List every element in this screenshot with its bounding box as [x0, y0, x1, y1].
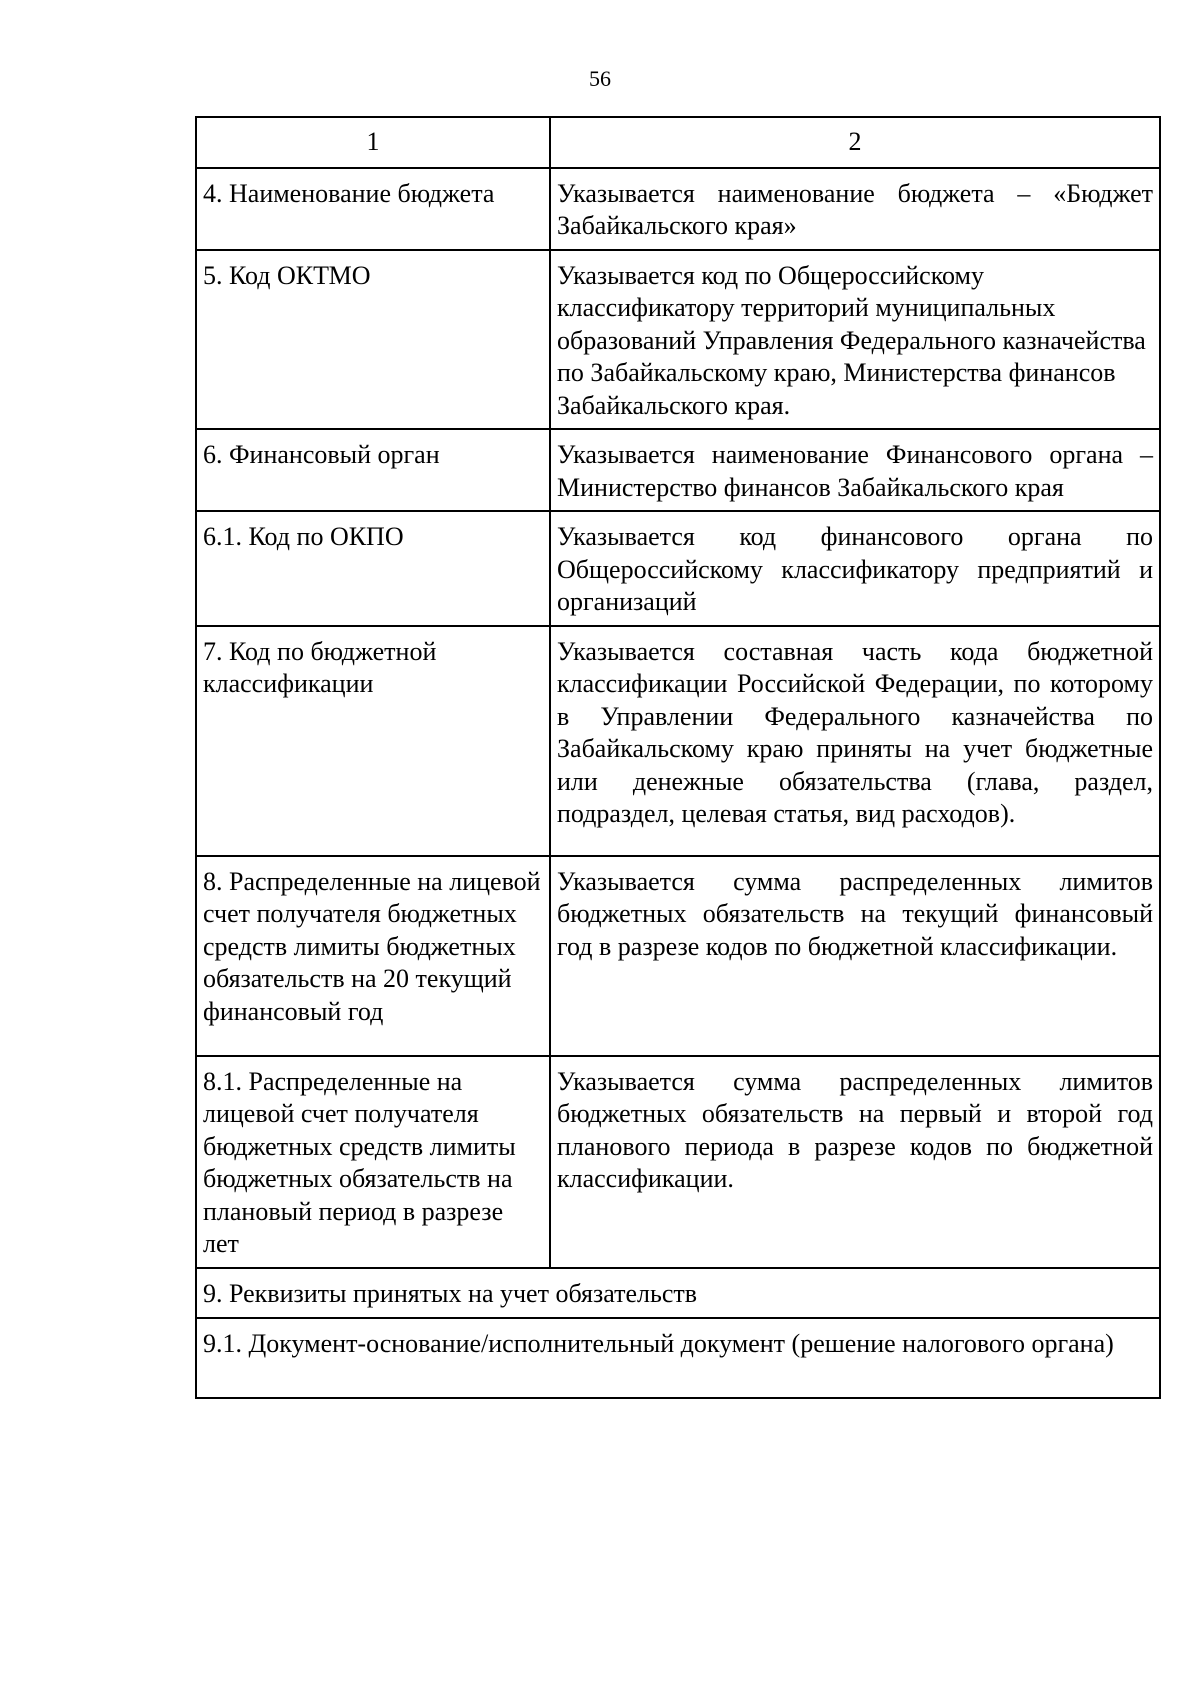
table-row — [196, 1056, 1160, 1268]
row-description-financial-body: Указывается наименование Финансового органа – Министерство финансов Забайкальского края — [550, 429, 1160, 511]
table-row — [196, 1268, 1160, 1318]
table-row — [196, 856, 1160, 1056]
row-description-okpo: Указывается код финансового органа по Общероссийскому классификатору предприятий и организаций — [550, 511, 1160, 626]
row-accepted-obligations-requisites: 9. Реквизиты принятых на учет обязательств — [196, 1268, 1160, 1318]
row-description-budget-name: Указывается наименование бюджета – «Бюджет Забайкальского края» — [550, 168, 1160, 250]
row-description-limits-current-year: Указывается сумма распределенных лимитов бюджетных обязательств на текущий финансовый год в разрезе кодов по бюджетной классификации. — [550, 856, 1160, 1056]
table-row — [196, 511, 1160, 626]
row-description-oktmo: Указывается код по Общероссийскому классификатору территорий муниципальных образований Управления Федерального казначейства по Забайкальскому краю, Министерства финансов Забайкальского края. — [550, 250, 1160, 430]
row-label-limits-current-year: 8. Распределенные на лицевой счет получателя бюджетных средств лимиты бюджетных обязательств на 20 текущий финансовый год — [196, 856, 550, 1056]
requisites-table — [195, 116, 1161, 1399]
row-description-limits-planned-period: Указывается сумма распределенных лимитов бюджетных обязательств на первый и второй год планового периода в разрезе кодов по бюджетной классификации. — [550, 1056, 1160, 1268]
table-row — [196, 429, 1160, 511]
row-description-budget-classification: Указывается составная часть кода бюджетной классификации Российской Федерации, по которому в Управлении Федерального казначейства по Забайкальскому краю приняты на учет бюджетные или денежные обязательства (глава, раздел, подраздел, целевая статья, вид расходов). — [550, 626, 1160, 856]
page-number: 56 — [589, 66, 611, 91]
table-row — [196, 250, 1160, 430]
row-label-okpo: 6.1. Код по ОКПО — [196, 511, 550, 626]
row-label-limits-planned-period: 8.1. Распределенные на лицевой счет получателя бюджетных средств лимиты бюджетных обязательств на плановый период в разрезе лет — [196, 1056, 550, 1268]
table-row — [196, 168, 1160, 250]
table-header-row — [196, 117, 1160, 168]
row-label-budget-name: 4. Наименование бюджета — [196, 168, 550, 250]
row-label-budget-classification: 7. Код по бюджетной классификации — [196, 626, 550, 856]
column-header-1: 1 — [196, 117, 550, 168]
table-row — [196, 626, 1160, 856]
row-basis-document: 9.1. Документ-основание/исполнительный документ (решение налогового органа) — [196, 1318, 1160, 1398]
row-label-financial-body: 6. Финансовый орган — [196, 429, 550, 511]
column-header-2: 2 — [550, 117, 1160, 168]
table-row — [196, 1318, 1160, 1398]
row-label-oktmo: 5. Код ОКТМО — [196, 250, 550, 430]
